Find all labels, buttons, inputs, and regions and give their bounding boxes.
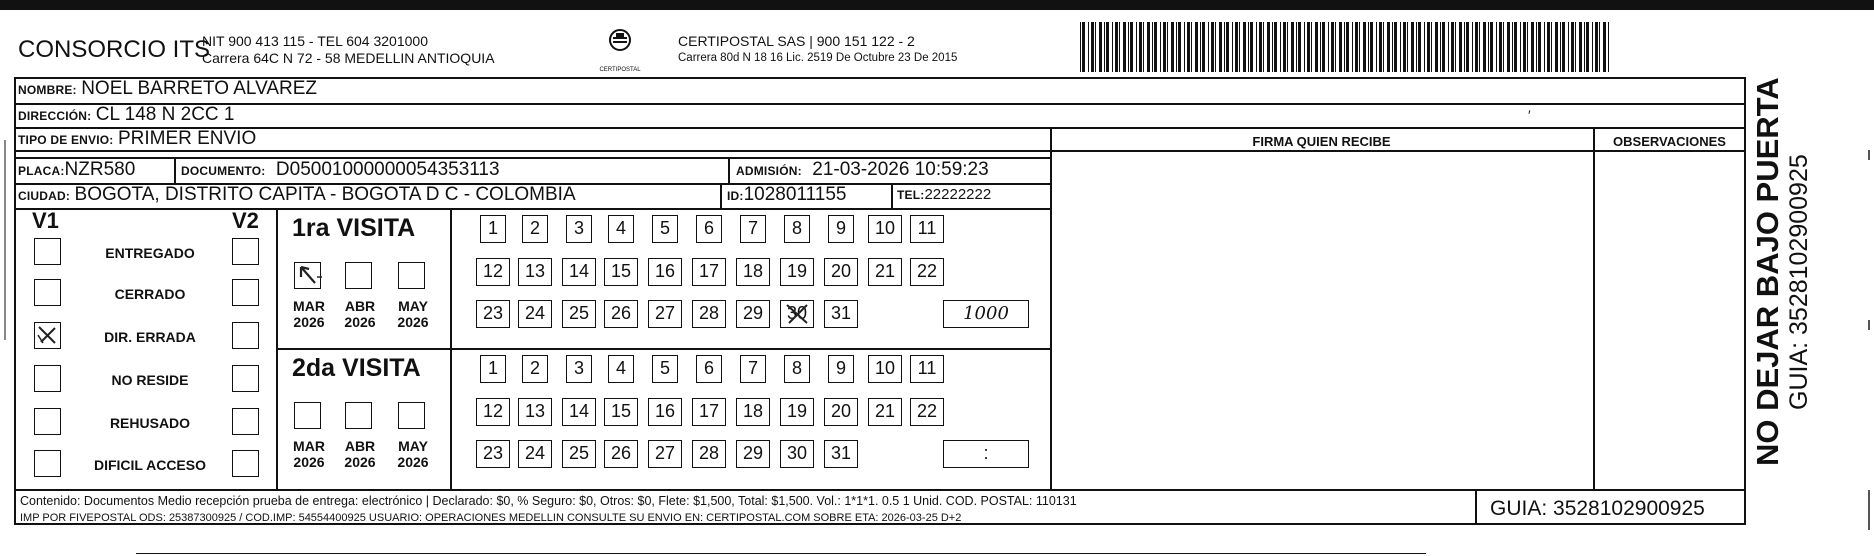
second-visit-day-box[interactable]: 20: [824, 398, 858, 426]
first-visit-day-box[interactable]: 18: [736, 258, 770, 286]
tipo-envio-row: [18, 128, 256, 150]
month-name: MAY: [398, 298, 428, 314]
first-visit-day-box[interactable]: 3: [566, 215, 592, 243]
placa-value: NZR580: [64, 159, 136, 180]
second-visit-time-box[interactable]: :: [943, 440, 1029, 468]
second-visit-day-box[interactable]: 18: [736, 398, 770, 426]
tel-label: TEL:: [897, 188, 925, 202]
second-visit-day-box[interactable]: 12: [476, 398, 510, 426]
first-visit-month-label: [286, 298, 332, 330]
status-label: ENTREGADO: [105, 245, 195, 261]
second-visit-day-box[interactable]: 17: [692, 398, 726, 426]
status-label: REHUSADO: [109, 415, 191, 431]
tipo-envio-label: TIPO DE ENVIO:: [18, 133, 114, 147]
first-visit-day-box[interactable]: 6: [696, 215, 722, 243]
v2-checkbox[interactable]: [232, 408, 259, 435]
first-visit-day-box[interactable]: 23: [476, 300, 510, 328]
id-field: [727, 184, 846, 206]
second-visit-month-checkbox[interactable]: [345, 402, 372, 429]
v2-checkbox[interactable]: [232, 322, 259, 349]
status-label: NO RESIDE: [111, 372, 189, 388]
v2-checkbox[interactable]: [232, 238, 259, 265]
first-visit-day-box[interactable]: 22: [910, 258, 944, 286]
month-name: MAY: [398, 438, 428, 454]
second-visit-day-box[interactable]: 1: [480, 355, 506, 383]
second-visit-day-box[interactable]: 7: [740, 355, 766, 383]
ciudad-field: [18, 184, 576, 206]
cross-mark-icon: [783, 301, 813, 327]
v2-checkbox[interactable]: [232, 450, 259, 477]
placa-field: [18, 159, 135, 181]
direccion-label: DIRECCIÓN:: [18, 109, 92, 123]
v1-checkbox[interactable]: [34, 238, 61, 265]
v1-checkbox[interactable]: [34, 450, 61, 477]
company-nit-line: NIT 900 413 115 - TEL 604 3201000: [202, 33, 428, 49]
barcode: [1080, 22, 1615, 72]
first-visit-time-box[interactable]: 1000: [943, 300, 1029, 328]
second-visit-day-box[interactable]: 5: [652, 355, 678, 383]
id-value: 1028011155: [743, 184, 847, 205]
carrier-info: [678, 33, 957, 67]
second-visit-day-box[interactable]: 13: [518, 398, 552, 426]
second-visit-day-box[interactable]: 31: [824, 440, 858, 468]
first-visit-day-box[interactable]: 14: [562, 258, 596, 286]
second-visit-day-box[interactable]: 23: [476, 440, 510, 468]
second-visit-day-box[interactable]: 3: [566, 355, 592, 383]
first-visit-month-label: [390, 298, 436, 330]
first-visit-day-box[interactable]: 17: [692, 258, 726, 286]
v1-checkbox[interactable]: [34, 279, 61, 306]
month-year: 2026: [344, 314, 376, 330]
first-visit-day-box[interactable]: 7: [740, 215, 766, 243]
admision-value: 21-03-2026 10:59:23: [812, 159, 989, 180]
documento-field: [181, 159, 500, 181]
second-visit-day-box[interactable]: 6: [696, 355, 722, 383]
month-year: 2026: [293, 314, 325, 330]
check-mark-icon: [295, 263, 325, 289]
status-label: CERRADO: [114, 286, 186, 302]
certipostal-logo: [592, 26, 648, 73]
no-dejar-warning: NO DEJAR BAJO PUERTA: [1750, 77, 1785, 466]
carrier-address-line: Carrera 80d N 18 16 Lic. 2519 De Octubre 23 De 2015: [678, 52, 958, 64]
first-visit-day-box[interactable]: 4: [608, 215, 634, 243]
first-visit-day-box[interactable]: 9: [828, 215, 854, 243]
month-year: 2026: [344, 454, 376, 470]
month-name: ABR: [344, 438, 376, 454]
ciudad-label: CIUDAD:: [18, 189, 71, 203]
second-visit-day-box[interactable]: 14: [562, 398, 596, 426]
first-visit-day-box[interactable]: 27: [648, 300, 682, 328]
second-visit-title: 2da VISITA: [292, 354, 421, 382]
company-address-line: Carrera 64C N 72 - 58 MEDELLIN ANTIOQUIA: [202, 50, 495, 66]
first-visit-day-box[interactable]: 8: [784, 215, 810, 243]
tel-field: [897, 186, 991, 204]
nombre-value: NOEL BARRETO ALVAREZ: [81, 78, 317, 99]
first-visit-month-checkbox[interactable]: [345, 262, 372, 289]
ciudad-value: BOGOTA, DISTRITO CAPITA - BOGOTA D C - COLOMBIA: [74, 184, 576, 205]
company-info: [202, 33, 495, 67]
month-name: MAR: [293, 438, 325, 454]
first-visit-title: 1ra VISITA: [292, 214, 416, 242]
first-visit-day-box[interactable]: 10: [868, 215, 902, 243]
stray-mark: ′: [1528, 107, 1531, 123]
first-visit-day-box[interactable]: 15: [604, 258, 638, 286]
first-visit-day-box[interactable]: 20: [824, 258, 858, 286]
month-year: 2026: [397, 454, 429, 470]
second-visit-day-box[interactable]: 15: [604, 398, 638, 426]
first-visit-day-box[interactable]: 12: [476, 258, 510, 286]
second-visit-month-label: [337, 438, 383, 470]
second-visit-day-box[interactable]: 28: [692, 440, 726, 468]
guia-number: GUIA: 3528102900925: [1490, 497, 1705, 520]
first-visit-month-label: [337, 298, 383, 330]
v2-checkbox[interactable]: [232, 279, 259, 306]
first-visit-day-box[interactable]: 2: [522, 215, 548, 243]
first-visit-day-box[interactable]: 16: [648, 258, 682, 286]
v1-header: V1: [32, 208, 59, 233]
v2-checkbox[interactable]: [232, 365, 259, 392]
second-visit-month-checkbox[interactable]: [294, 402, 321, 429]
first-visit-day-box[interactable]: 31: [824, 300, 858, 328]
second-visit-day-box[interactable]: 26: [604, 440, 638, 468]
id-label: ID:: [727, 189, 744, 203]
first-visit-day-box[interactable]: 28: [692, 300, 726, 328]
second-visit-day-box[interactable]: 19: [780, 398, 814, 426]
admision-field: [736, 159, 989, 181]
certipostal-logo-icon: [592, 26, 648, 70]
nombre-label: NOMBRE:: [18, 83, 77, 97]
first-visit-day-box[interactable]: 24: [518, 300, 552, 328]
first-visit-month-checkbox[interactable]: [294, 262, 321, 289]
second-visit-day-box[interactable]: 2: [522, 355, 548, 383]
observaciones-header: OBSERVACIONES: [1613, 134, 1726, 149]
second-visit-month-checkbox[interactable]: [398, 402, 425, 429]
direccion-row: [18, 104, 235, 126]
content-line: Contenido: Documentos Medio recepción prueba de entrega: electrónico | Declarado: $0, % Seguro: $0, Otros: $0, Flete: $1,500, Total: $1,500. Vol.: 1*1*1. 0.5 1 Unid. COD. POSTAL: 110131: [20, 494, 1077, 508]
second-visit-day-box[interactable]: 29: [736, 440, 770, 468]
second-visit-day-box[interactable]: 16: [648, 398, 682, 426]
logo-caption: CERTIPOSTAL: [599, 67, 641, 73]
v1-checkbox[interactable]: [34, 365, 61, 392]
imp-line: IMP POR FIVEPOSTAL ODS: 25387300925 / COD.IMP: 54554400925 USUARIO: OPERACIONES MEDELLIN CONSULTE SU ENVIO EN: CERTIPOSTAL.COM SOBRE ETA: 2026-03-25 D+2: [20, 512, 962, 524]
direccion-value: CL 148 N 2CC 1: [95, 104, 235, 125]
month-year: 2026: [293, 454, 325, 470]
firma-header: FIRMA QUIEN RECIBE: [1252, 134, 1391, 149]
placa-label: PLACA:: [18, 164, 65, 178]
first-visit-day-box[interactable]: 21: [868, 258, 902, 286]
second-visit-day-box[interactable]: 25: [562, 440, 596, 468]
first-visit-day-box[interactable]: 11: [910, 215, 944, 243]
side-guia: GUIA: 3528102900925: [1785, 154, 1813, 410]
v1-checkbox[interactable]: [34, 408, 61, 435]
tel-value: 22222222: [924, 186, 992, 203]
status-label: DIR. ERRADA: [104, 329, 196, 345]
first-visit-day-box[interactable]: 26: [604, 300, 638, 328]
second-visit-day-box[interactable]: 30: [780, 440, 814, 468]
second-visit-day-box[interactable]: 22: [910, 398, 944, 426]
tipo-envio-value: PRIMER ENVIO: [117, 128, 257, 149]
second-visit-day-box[interactable]: 24: [518, 440, 552, 468]
first-visit-day-box[interactable]: 5: [652, 215, 678, 243]
first-visit-day-box[interactable]: 19: [780, 258, 814, 286]
month-name: ABR: [344, 298, 376, 314]
first-visit-day-box[interactable]: 1: [480, 215, 506, 243]
v1-checkbox[interactable]: [34, 322, 61, 349]
day-number: 30: [787, 303, 807, 323]
top-edge-bar: [0, 0, 1874, 10]
barcode-image: [1080, 22, 1615, 72]
second-visit-day-box[interactable]: 9: [828, 355, 854, 383]
second-visit-day-box[interactable]: 10: [868, 355, 902, 383]
admision-label: ADMISIÓN:: [736, 164, 802, 178]
first-visit-day-box[interactable]: 13: [518, 258, 552, 286]
second-visit-day-box[interactable]: 4: [608, 355, 634, 383]
second-visit-day-box[interactable]: 11: [910, 355, 944, 383]
company-name: CONSORCIO ITS: [18, 36, 211, 63]
month-year: 2026: [397, 314, 429, 330]
nombre-row: [18, 78, 317, 100]
second-visit-month-label: [286, 438, 332, 470]
documento-label: DOCUMENTO:: [181, 164, 266, 178]
first-visit-day-box[interactable]: 29: [736, 300, 770, 328]
second-visit-day-box[interactable]: 21: [868, 398, 902, 426]
status-label: DIFICIL ACCESO: [93, 457, 206, 473]
first-visit-month-checkbox[interactable]: [398, 262, 425, 289]
first-visit-day-box[interactable]: [780, 300, 814, 328]
second-visit-day-box[interactable]: 27: [648, 440, 682, 468]
first-visit-day-box[interactable]: 25: [562, 300, 596, 328]
second-visit-month-label: [390, 438, 436, 470]
check-x-icon: [35, 323, 59, 347]
second-visit-day-box[interactable]: 8: [784, 355, 810, 383]
carrier-nit-line: CERTIPOSTAL SAS | 900 151 122 - 2: [678, 33, 915, 49]
v2-header: V2: [232, 208, 259, 233]
month-name: MAR: [293, 298, 325, 314]
documento-value: D05001000000054353113: [275, 159, 500, 180]
